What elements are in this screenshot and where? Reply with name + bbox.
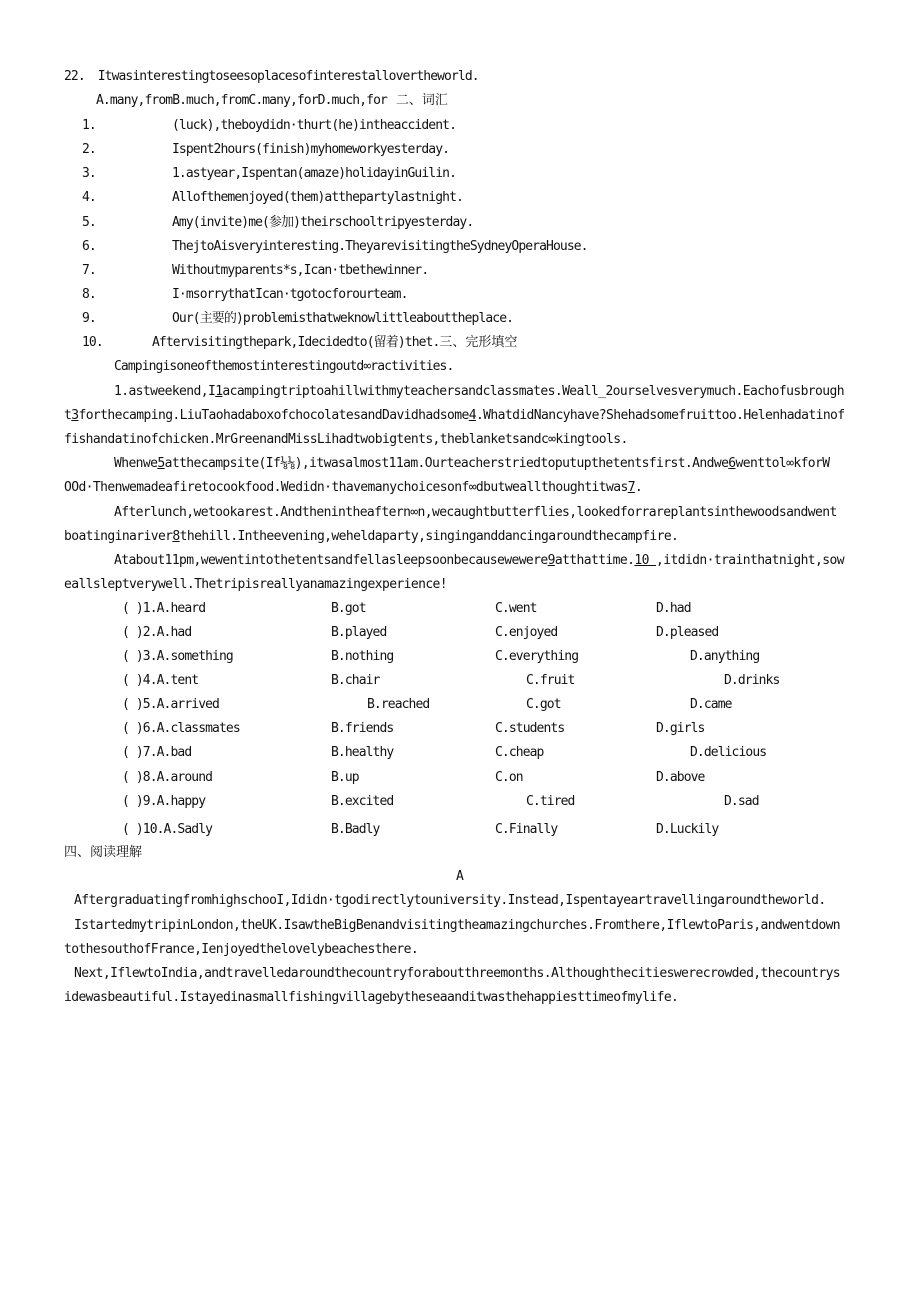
option-b: B.healthy — [331, 745, 394, 760]
vocab-number: 6. — [82, 239, 96, 254]
option-b: B.Badly — [331, 822, 380, 837]
cloze-text: atthattime. — [554, 553, 635, 568]
cloze-text: OOd·Thenwemadeafiretocookfood.Wedidn·thavemanychoicesonf∞dbutweallthoughtitwas — [64, 480, 628, 495]
section-2-heading: 二、词汇 — [395, 93, 448, 108]
cloze-text: t — [64, 408, 72, 423]
option-d: D.anything — [690, 649, 760, 664]
vocab-text: Withoutmyparents*s,Ican·tbethewinner. — [172, 263, 429, 278]
section-3-heading: 三、完形填空 — [439, 335, 518, 350]
vocab-number: 9. — [82, 311, 96, 326]
vocab-item — [82, 118, 96, 134]
option-d: D.delicious — [690, 745, 767, 760]
blank-3: 3 — [71, 408, 79, 423]
option-b: B.up — [331, 770, 359, 785]
option-d: D.Luckily — [656, 822, 719, 837]
option-c: C.tired — [526, 794, 575, 809]
question-22-options-text: A.many,fromB.much,fromC.many,forD.much,for — [96, 93, 387, 108]
cloze-intro: Campingisoneofthemostinterestingoutd∞ractivities. — [114, 359, 454, 374]
option-c: C.enjoyed — [495, 625, 558, 640]
blank-2: 2 — [605, 384, 613, 399]
reading-line: IstartedmytripinLondon,theUK.IsawtheBigBenandvisitingtheamazingchurches.Fromthere,IflewtoParis,andwentdown — [74, 918, 841, 933]
option-c: C.cheap — [495, 745, 544, 760]
option-c: C.got — [526, 697, 561, 712]
vocab-text-10 — [152, 335, 517, 351]
cloze-question-6: ( )6.A.classmates — [122, 721, 240, 736]
vocab-item — [82, 335, 103, 351]
vocab-text: (luck),theboydidn·thurt(he)intheaccident. — [172, 118, 456, 133]
vocab-number: 2. — [82, 142, 96, 157]
question-22-text: Itwasinterestingtoseesoplacesofinterestallovertheworld. — [97, 69, 479, 84]
vocab-number: 1. — [82, 118, 96, 133]
option-c: C.Finally — [495, 822, 558, 837]
cloze-question-3: ( )3.A.something — [122, 649, 233, 664]
cloze-p3-line2 — [64, 529, 678, 545]
cloze-p1-line2 — [64, 408, 845, 424]
option-b: B.got — [331, 601, 366, 616]
blank-4: 4 — [468, 408, 476, 423]
cloze-text: .WhatdidNancyhave?Shehadsomefruittoo.Helenhadatinof — [475, 408, 845, 423]
blank-7: 7 — [627, 480, 635, 495]
vocab-number: 5. — [82, 215, 96, 230]
cloze-text: atthecampsite(If⅛⅛),itwasalmost11am.Ourteacherstriedtoputupthetentsfirst.Andwe — [164, 456, 729, 471]
vocab-number: 4. — [82, 190, 96, 205]
cloze-p3-line1: Afterlunch,wetookarest.Andthenintheaftern∞n,wecaughtbutterflies,lookedforrareplantsinthewoodsandwent — [114, 505, 837, 520]
vocab-item — [82, 142, 96, 158]
cloze-p1-line1 — [114, 384, 844, 400]
option-c: C.on — [495, 770, 523, 785]
cloze-p4-line1 — [114, 553, 844, 569]
cloze-text: Atabout11pm,wewentintothetentsandfellasleepsoonbecausewewere — [114, 553, 548, 568]
vocab-text: I·msorrythatIcan·tgotocforourteam. — [172, 287, 408, 302]
cloze-p1-line3: fishandatinofchicken.MrGreenandMissLihadtwobigtents,theblanketsandc∞kingtools. — [64, 432, 628, 447]
option-d: D.drinks — [724, 673, 780, 688]
option-d: D.came — [690, 697, 732, 712]
cloze-question-1: ( )1.A.heard — [122, 601, 206, 616]
cloze-question-7: ( )7.A.bad — [122, 745, 192, 760]
vocab-text: Aftervisitingthepark,Idecidedto(留着)thet. — [152, 335, 440, 350]
cloze-text: Whenwe — [114, 456, 158, 471]
cloze-question-10: ( )10.A.Sadly — [122, 822, 213, 837]
question-22-number: 22. — [64, 69, 85, 84]
option-b: B.friends — [331, 721, 394, 736]
blank-1: 1 — [215, 384, 223, 399]
cloze-p4-line2: eallsleptverywell.Thetripisreallyanamazingexperience! — [64, 577, 448, 592]
option-b: B.reached — [367, 697, 430, 712]
vocab-item — [82, 190, 96, 206]
vocab-item — [82, 311, 96, 327]
section-4-heading: 四、阅读理解 — [64, 845, 143, 860]
reading-line: AftergraduatingfromhighschooI,Ididn·tgodirectlytouniversity.Instead,Ispentayeartravellingaroundtheworld. — [74, 893, 826, 908]
vocab-text: Ispent2hours(finish)myhomeworkyesterday. — [172, 142, 450, 157]
question-22-options — [96, 93, 448, 109]
blank-6: 6 — [728, 456, 736, 471]
vocab-item — [82, 215, 96, 231]
cloze-question-4: ( )4.A.tent — [122, 673, 199, 688]
vocab-item — [82, 287, 96, 303]
cloze-question-2: ( )2.A.had — [122, 625, 192, 640]
cloze-text: boatinginariver — [64, 529, 173, 544]
reading-line: Next,IflewtoIndia,andtravelledaroundthecountryforaboutthreemonths.Althoughthecitieswerecrowded,thecountrys — [74, 966, 841, 981]
blank-5: 5 — [157, 456, 165, 471]
passage-label: A — [456, 869, 463, 884]
option-d: D.had — [656, 601, 691, 616]
option-c: C.fruit — [526, 673, 575, 688]
cloze-p2-line1 — [114, 456, 829, 472]
reading-line: tothesouthofFrance,Ienjoyedthelovelybeachesthere. — [64, 942, 419, 957]
option-c: C.everything — [495, 649, 579, 664]
cloze-text: ,itdidn·trainthatnight,sow — [656, 553, 844, 568]
cloze-text: . — [634, 480, 643, 495]
cloze-text: acampingtriptoahillwithmyteachersandclassmates.Weall_ — [222, 384, 606, 399]
vocab-number: 10. — [82, 335, 103, 350]
vocab-item — [82, 263, 96, 279]
blank-8: 8 — [172, 529, 180, 544]
option-d: D.above — [656, 770, 705, 785]
blank-9: 9 — [547, 553, 555, 568]
option-b: B.chair — [331, 673, 380, 688]
cloze-question-9: ( )9.A.happy — [122, 794, 206, 809]
vocab-text: ThejtoAisveryinteresting.TheyarevisitingtheSydneyOperaHouse. — [172, 239, 588, 254]
cloze-text: wenttol∞kforW — [735, 456, 830, 471]
vocab-item — [82, 239, 96, 255]
vocab-number: 3. — [82, 166, 96, 181]
cloze-question-5: ( )5.A.arrived — [122, 697, 219, 712]
blank-10: 10 — [634, 553, 657, 568]
cloze-question-8: ( )8.A.around — [122, 770, 213, 785]
vocab-text: Our(主要的)problemisthatweknowlittleabouttheplace. — [172, 311, 514, 326]
vocab-text: Amy(invite)me(参加)theirschooltripyesterday. — [172, 215, 474, 230]
cloze-p2-line2 — [64, 480, 642, 496]
option-b: B.excited — [331, 794, 394, 809]
question-22 — [64, 69, 479, 85]
vocab-text: 1.astyear,Ispentan(amaze)holidayinGuilin. — [172, 166, 456, 181]
vocab-text: Allofthemenjoyed(them)atthepartylastnight. — [172, 190, 463, 205]
vocab-number: 8. — [82, 287, 96, 302]
option-b: B.nothing — [331, 649, 394, 664]
option-c: C.went — [495, 601, 537, 616]
option-b: B.played — [331, 625, 387, 640]
option-d: D.sad — [724, 794, 759, 809]
vocab-number: 7. — [82, 263, 96, 278]
cloze-text: 1.astweekend,I — [114, 384, 216, 399]
option-d: D.pleased — [656, 625, 719, 640]
reading-line: idewasbeautiful.Istayedinasmallfishingvillagebytheseaanditwasthehappiesttimeofmylife. — [64, 990, 679, 1005]
cloze-text: thehill.Intheevening,weheldaparty,singinganddancingaroundthecampfire. — [179, 529, 679, 544]
cloze-text: forthecamping.LiuTaohadaboxofchocolatesandDavidhadsome — [78, 408, 469, 423]
vocab-item — [82, 166, 96, 182]
cloze-text: ourselvesverymuch.Eachofusbrough — [612, 384, 844, 399]
option-c: C.students — [495, 721, 565, 736]
option-d: D.girls — [656, 721, 705, 736]
